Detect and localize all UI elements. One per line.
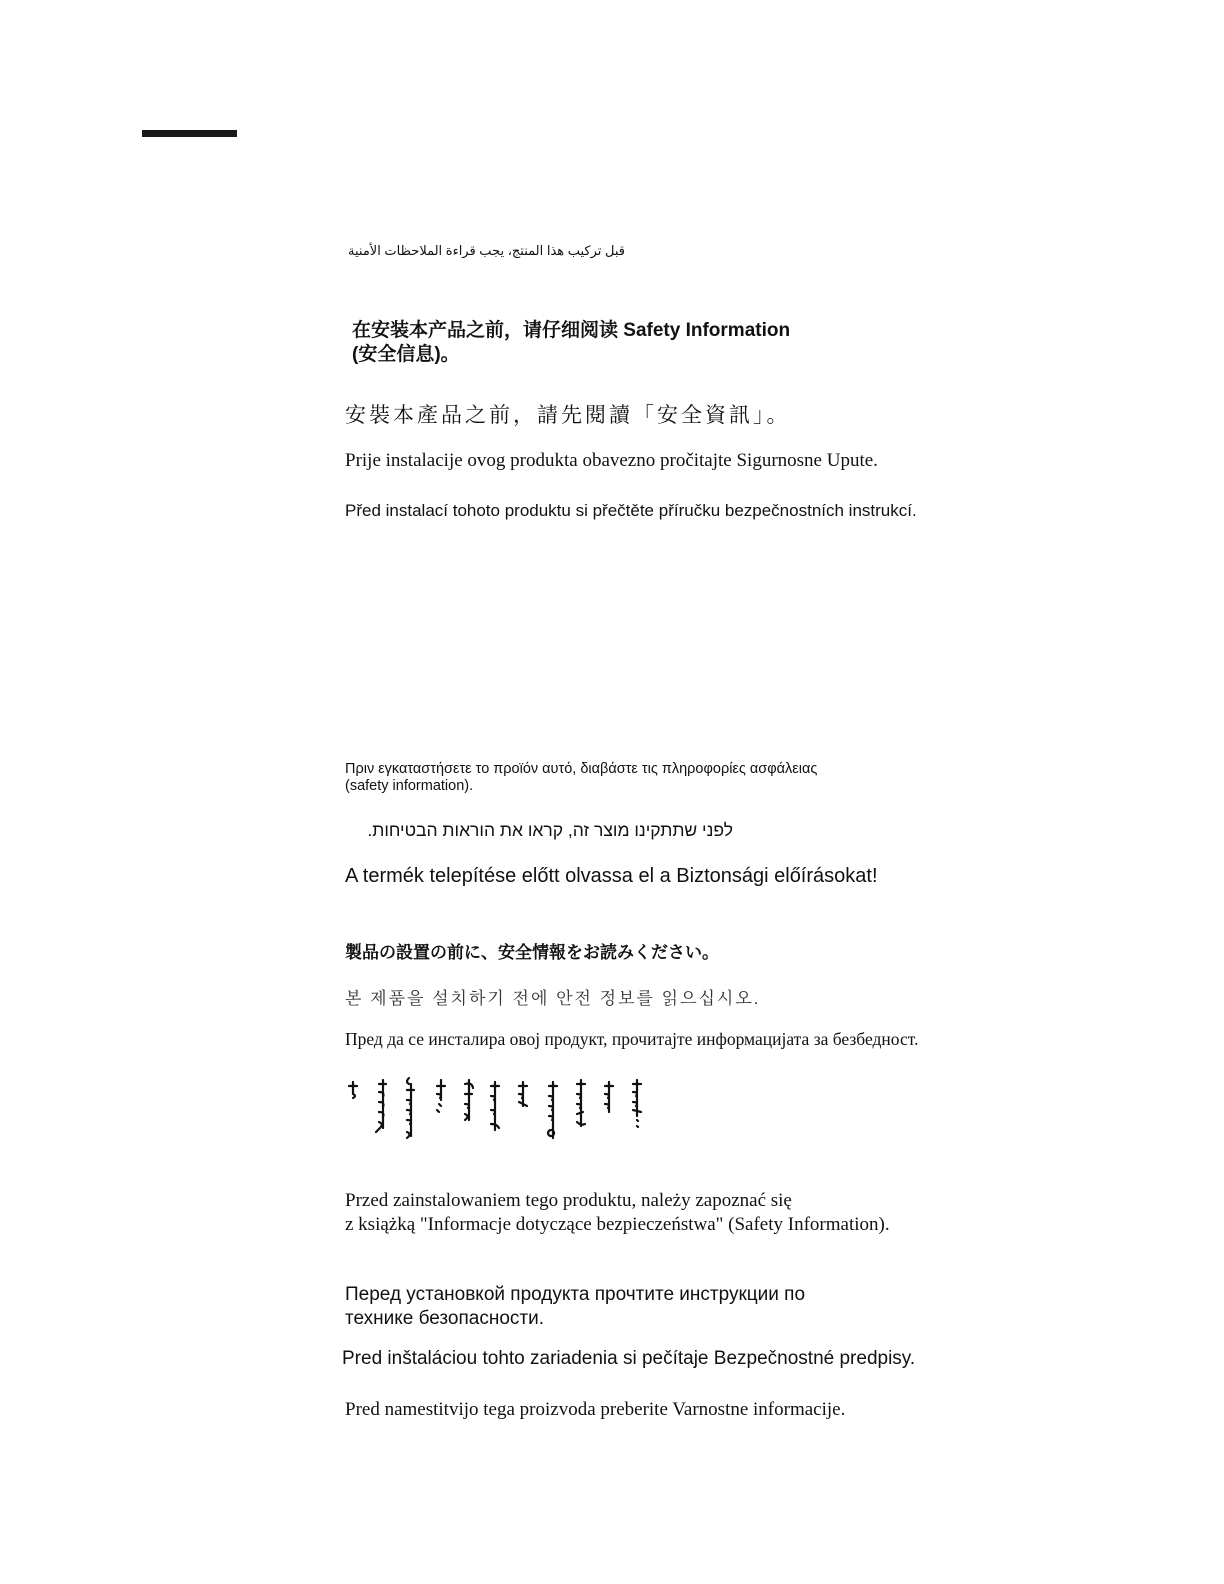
notice-greek-line1: Πριν εγκαταστήσετε το προϊόν αυτό, διαβάστε τις πληροφορίες ασφάλειας: [345, 761, 818, 777]
notice-chinese-simplified: [352, 319, 790, 367]
notice-macedonian: Пред да се инсталира овој продукт, прочитајте информацијата за безбедност.: [345, 1029, 919, 1049]
notice-greek-line2: (safety information).: [345, 778, 474, 794]
notice-arabic: قبل تركيب هذا المنتج، يجب قراءة الملاحظات الأمنية: [348, 243, 625, 258]
notice-greek: [345, 761, 817, 795]
notice-russian: [345, 1283, 805, 1331]
notice-hungarian: A termék telepítése előtt olvassa el a Biztonsági előírásokat!: [345, 865, 878, 887]
notice-croatian: Prije instalacije ovog produkta obavezno pročitajte Sigurnosne Upute.: [345, 450, 878, 471]
notice-hebrew: לפני שתתקינו מוצר זה, קראו את הוראות הבטיחות.: [367, 820, 733, 840]
notice-chinese-traditional: 安裝本產品之前，請先閱讀「安全資訊」。: [345, 403, 791, 427]
notice-slovak: Pred inštaláciou tohto zariadenia si pečítaje Bezpečnostné predpisy.: [342, 1348, 916, 1369]
notice-japanese: 製品の設置の前に、安全情報をお読みください。: [345, 943, 719, 962]
notice-slovenian: Pred namestitvijo tega proizvoda preberite Varnostne informacije.: [345, 1399, 846, 1420]
notice-russian-line2: технике безопасности.: [345, 1308, 545, 1329]
section-rule: [142, 130, 237, 137]
notice-czech: Před instalací tohoto produktu si přečtěte příručku bezpečnostních instrukcí.: [345, 501, 917, 520]
notice-korean: 본 제품을 설치하기 전에 안전 정보를 읽으십시오.: [345, 989, 761, 1008]
notice-polish-line1: Przed zainstalowaniem tego produktu, należy zapoznać się: [345, 1190, 792, 1211]
notice-chinese-simplified-line1: 在安装本产品之前，请仔细阅读 Safety Information: [352, 320, 791, 341]
notice-polish-line2: z książką "Informacje dotyczące bezpieczeństwa" (Safety Information).: [345, 1214, 890, 1235]
notice-polish: [345, 1189, 890, 1237]
notice-chinese-simplified-line2: (安全信息)。: [352, 344, 460, 365]
notice-mongolian-script: [345, 1076, 655, 1146]
notice-russian-line1: Перед установкой продукта прочтите инструкции по: [345, 1284, 806, 1305]
